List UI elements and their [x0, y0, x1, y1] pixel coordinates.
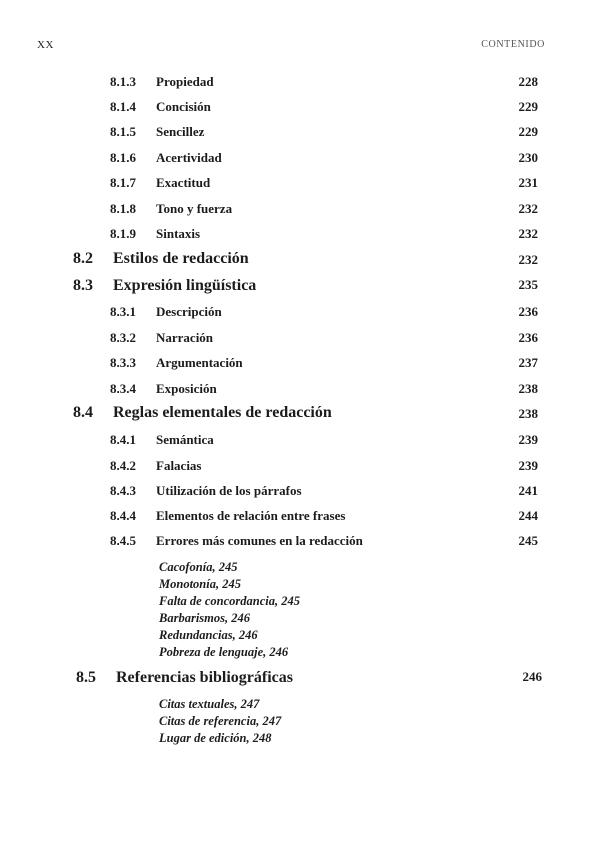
- section-page: 235: [518, 277, 538, 292]
- entry-title: Falacias: [156, 458, 202, 473]
- entry-page: 228: [518, 74, 538, 89]
- section-page: 232: [518, 252, 538, 267]
- section-number: 8.2: [73, 250, 93, 267]
- entry-page: 232: [518, 201, 538, 216]
- entry-page: 244: [518, 508, 538, 523]
- section-title: Estilos de redacción: [113, 250, 249, 267]
- entry-number: 8.3.1: [110, 304, 136, 319]
- entry-title: Narración: [156, 330, 214, 345]
- entry-page: 239: [518, 432, 538, 447]
- entry-page: 236: [518, 330, 538, 345]
- entry-title: Utilización de los párrafos: [156, 483, 302, 498]
- entry-title: Propiedad: [156, 74, 214, 89]
- section-title: Referencias bibliográficas: [116, 669, 294, 686]
- entry-title: Sencillez: [156, 124, 205, 139]
- running-header: CONTENIDO: [481, 39, 545, 50]
- entry-number: 8.3.2: [110, 330, 136, 345]
- entry-title: Sintaxis: [156, 226, 201, 241]
- section-number: 8.4: [73, 404, 93, 421]
- entry-number: 8.1.8: [110, 201, 136, 216]
- toc-subitem: Monotonía, 245: [159, 577, 241, 591]
- entry-page: 239: [518, 458, 538, 473]
- section-page: 246: [522, 669, 542, 684]
- entry-title: Tono y fuerza: [156, 201, 233, 216]
- entry-title: Concisión: [156, 99, 211, 114]
- section-number: 8.5: [76, 669, 96, 686]
- section-title: Expresión lingüística: [113, 277, 257, 294]
- entry-page: 232: [518, 226, 538, 241]
- toc-subitem: Barbarismos, 246: [159, 611, 250, 625]
- toc-subitem: Citas textuales, 247: [159, 697, 260, 711]
- entry-page: 229: [518, 124, 538, 139]
- toc-subitem: Lugar de edición, 248: [159, 731, 272, 745]
- entry-number: 8.4.3: [110, 483, 136, 498]
- entry-page: 237: [518, 355, 538, 370]
- entry-title: Errores más comunes en la redacción: [156, 533, 363, 548]
- toc-subitem: Pobreza de lenguaje, 246: [159, 645, 289, 659]
- entry-title: Elementos de relación entre frases: [156, 508, 346, 523]
- entry-page: 230: [518, 150, 538, 165]
- page-number: XX: [37, 39, 54, 51]
- entry-page: 231: [518, 175, 538, 190]
- entry-number: 8.1.6: [110, 150, 136, 165]
- entry-number: 8.3.3: [110, 355, 136, 370]
- entry-page: 241: [518, 483, 538, 498]
- entry-number: 8.1.3: [110, 74, 136, 89]
- toc-subitem: Cacofonía, 245: [159, 560, 238, 574]
- section-number: 8.3: [73, 277, 93, 294]
- toc-subitem: Citas de referencia, 247: [159, 714, 282, 728]
- entry-title: Descripción: [156, 304, 222, 319]
- entry-number: 8.1.4: [110, 99, 136, 114]
- entry-number: 8.3.4: [110, 381, 136, 396]
- entry-title: Exactitud: [156, 175, 211, 190]
- entry-page: 238: [518, 381, 538, 396]
- entry-number: 8.4.4: [110, 508, 136, 523]
- entry-page: 245: [518, 533, 538, 548]
- entry-number: 8.1.5: [110, 124, 136, 139]
- section-page: 238: [518, 406, 538, 421]
- entry-number: 8.4.1: [110, 432, 136, 447]
- entry-number: 8.4.5: [110, 533, 136, 548]
- entry-title: Acertividad: [156, 150, 222, 165]
- entry-title: Argumentación: [156, 355, 243, 370]
- entry-page: 229: [518, 99, 538, 114]
- toc-subitem: Redundancias, 246: [159, 628, 258, 642]
- entry-number: 8.4.2: [110, 458, 136, 473]
- section-title: Reglas elementales de redacción: [113, 404, 332, 421]
- entry-title: Semántica: [156, 432, 214, 447]
- entry-number: 8.1.7: [110, 175, 136, 190]
- entry-title: Exposición: [156, 381, 217, 396]
- toc-subitem: Falta de concordancia, 245: [159, 594, 300, 608]
- entry-number: 8.1.9: [110, 226, 136, 241]
- entry-page: 236: [518, 304, 538, 319]
